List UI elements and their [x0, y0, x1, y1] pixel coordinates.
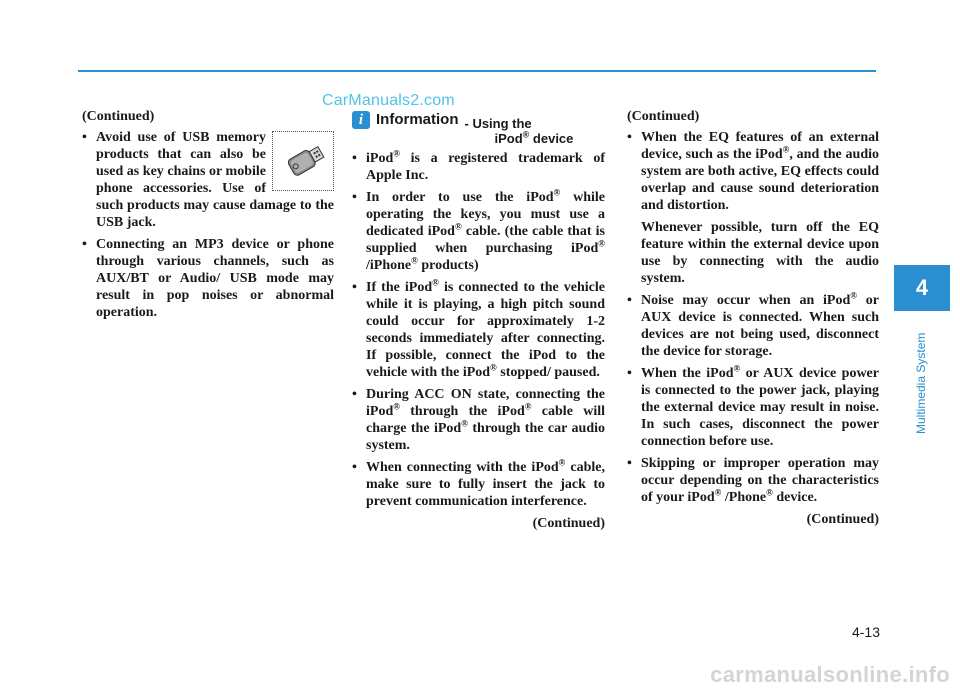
column-1	[82, 108, 334, 326]
bullet-list	[82, 129, 334, 321]
watermark-bottom: carmanualsonline.info	[710, 662, 950, 687]
list-item-text: Connecting an MP3 device or phone through various channels, such as AUX/BT or Audio/ USB mode may result in pop noises or abnormal operation.	[96, 237, 334, 320]
chapter-title: Multimedia System	[914, 332, 928, 434]
usb-stick-figure	[272, 131, 334, 191]
list-item: • iPod® is a registered trademark of Apple Inc.	[352, 150, 605, 184]
list-item: • When the EQ features of an external device, such as the iPod®, and the audio system are both active, EQ effects could overlap and cause sound deterioration and distortion. Whenever possible, turn off the EQ feature within the external device upon use by connecting with the audio system.	[627, 129, 879, 287]
list-item-paragraph: Whenever possible, turn off the EQ feature within the external device upon use by connecting with the audio system.	[641, 220, 879, 286]
list-item: • Noise may occur when an iPod® or AUX device is connected. When such devices are not being used, disconnect the device for storage.	[627, 292, 879, 360]
bullet-list	[352, 150, 605, 510]
chapter-tab: 4	[894, 265, 950, 311]
continued-footer: (Continued)	[532, 516, 605, 531]
list-item-text: Avoid use of USB memory products that can also be used as key chains or mobile phone accessories. Use of such products may cause damage to the USB jack.	[96, 130, 334, 230]
usb-stick-icon	[279, 137, 327, 185]
list-item	[82, 129, 334, 231]
info-icon: i	[352, 111, 370, 129]
information-title: Information	[376, 111, 459, 128]
information-subtitle	[465, 116, 574, 146]
information-heading	[352, 108, 605, 146]
subtitle-line-2: iPod® device	[494, 129, 574, 146]
list-item: • When the iPod® or AUX device power is connected to the power jack, playing the external device may result in noise. In such cases, disconnect the power connection before use.	[627, 365, 879, 450]
list-item: • During ACC ON state, connecting the iPod® through the iPod® cable will charge the iPod® through the car audio system.	[352, 386, 605, 454]
list-item: • Skipping or improper operation may occur depending on the characteristics of your iPod® /Phone® device.	[627, 455, 879, 506]
header-rule	[78, 70, 876, 72]
bullet-list	[627, 129, 879, 506]
continued-heading: (Continued)	[82, 109, 155, 124]
column-3	[627, 108, 879, 528]
continued-footer: (Continued)	[806, 512, 879, 527]
page-number: 4-13	[851, 624, 880, 640]
subtitle-line-1: - Using the	[464, 116, 532, 131]
list-item: • If the iPod® is connected to the vehicle while it is playing, a high pitch sound could occur for approximately 1-2 seconds immediately after connecting. If possible, connect the iPod to the vehicle with the iPod® stopped/ paused.	[352, 279, 605, 381]
list-item: • When connecting with the iPod® cable, make sure to fully insert the jack to prevent communication interference.	[352, 459, 605, 510]
watermark-top: CarManuals2.com	[322, 92, 455, 109]
column-2	[352, 108, 605, 532]
list-item: • In order to use the iPod® while operating the keys, you must use a dedicated iPod® cable. (the cable that is supplied when purchasing iPod® /iPhone® products)	[352, 189, 605, 274]
continued-heading: (Continued)	[627, 109, 700, 124]
list-item	[82, 236, 334, 321]
